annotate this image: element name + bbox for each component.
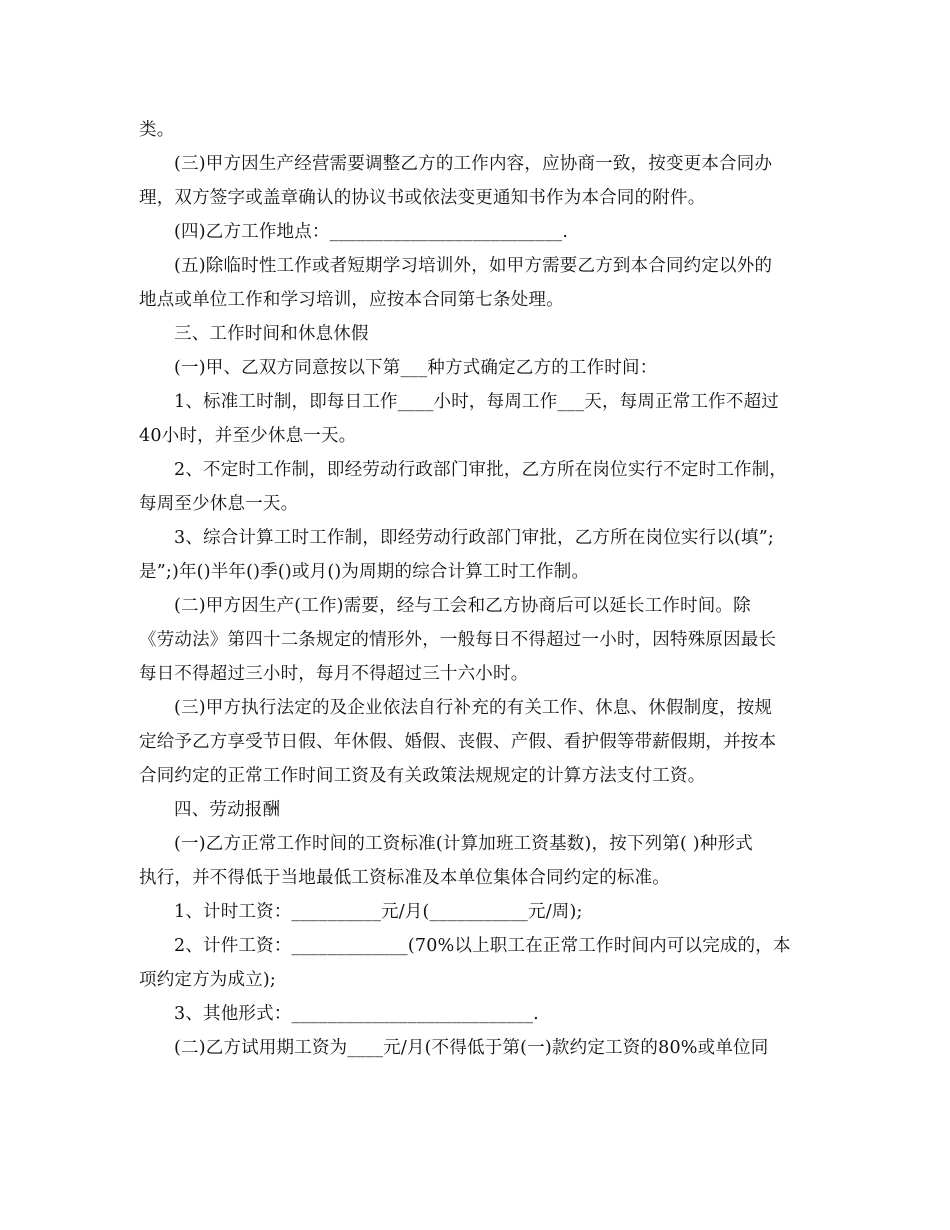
paragraph-line: (二)甲方因生产(工作)需要，经与工会和乙方协商后可以延长工作时间。除 (174, 596, 751, 616)
paragraph-line: 每日不得超过三小时，每月不得超过三十六小时。 (139, 664, 529, 684)
piece-wage-line: 2、计件工资：_____________(70%以上职工在正常工作时间内可以完成的，本 (174, 936, 791, 956)
paragraph-line: 1、标准工时制，即每日工作____小时，每周工作___天，每周正常工作不超过 (174, 392, 779, 412)
paragraph-line: (三)甲方因生产经营需要调整乙方的工作内容，应协商一致，按变更本合同办 (174, 154, 773, 174)
probation-wage-line: (二)乙方试用期工资为____元/月(不得低于第(一)款约定工资的80%或单位同 (174, 1038, 769, 1058)
paragraph-line: 类。 (139, 120, 175, 140)
paragraph-line: 每周至少休息一天。 (139, 494, 299, 514)
paragraph-line: 《劳动法》第四十二条规定的情形外，一般每日不得超过一小时，因特殊原因最长 (139, 630, 777, 650)
hourly-wage-line: 1、计时工资：__________元/月(___________元/周); (174, 902, 583, 922)
paragraph-line: (一)甲、乙双方同意按以下第___种方式确定乙方的工作时间： (174, 358, 658, 378)
section-heading-remuneration: 四、劳动报酬 (174, 800, 281, 820)
paragraph-line: 执行，并不得低于当地最低工资标准及本单位集体合同约定的标准。 (139, 868, 670, 888)
work-location-line: (四)乙方工作地点：__________________________. (174, 222, 569, 242)
paragraph-line: (五)除临时性工作或者短期学习培训外，如甲方需要乙方到本合同约定以外的 (174, 256, 773, 276)
paragraph-line: 是”;)年()半年()季()或月()为周期的综合计算工时工作制。 (139, 562, 590, 582)
paragraph-line: 3、综合计算工时工作制，即经劳动行政部门审批，乙方所在岗位实行以(填”; (174, 528, 775, 548)
paragraph-line: 项约定方为成立); (139, 970, 277, 990)
document-body (139, 113, 819, 1065)
paragraph-line: 合同约定的正常工作时间工资及有关政策法规规定的计算方法支付工资。 (139, 766, 706, 786)
paragraph-line: 定给予乙方享受节日假、年休假、婚假、丧假、产假、看护假等带薪假期，并按本 (139, 732, 777, 752)
paragraph-line: 理，双方签字或盖章确认的协议书或依法变更通知书作为本合同的附件。 (139, 188, 706, 208)
paragraph-line: (三)甲方执行法定的及企业依法自行补充的有关工作、休息、休假制度，按规 (174, 698, 773, 718)
paragraph-line: 40小时，并至少休息一天。 (139, 426, 357, 446)
paragraph-line: 2、不定时工作制，即经劳动行政部门审批，乙方所在岗位实行不定时工作制， (174, 460, 788, 480)
paragraph-line: (一)乙方正常工作时间的工资标准(计算加班工资基数)，按下列第( )种形式 (174, 834, 753, 854)
other-form-line: 3、其他形式：___________________________. (174, 1004, 539, 1024)
paragraph-line: 地点或单位工作和学习培训，应按本合同第七条处理。 (139, 290, 564, 310)
section-heading-work-hours: 三、工作时间和休息休假 (174, 324, 369, 344)
